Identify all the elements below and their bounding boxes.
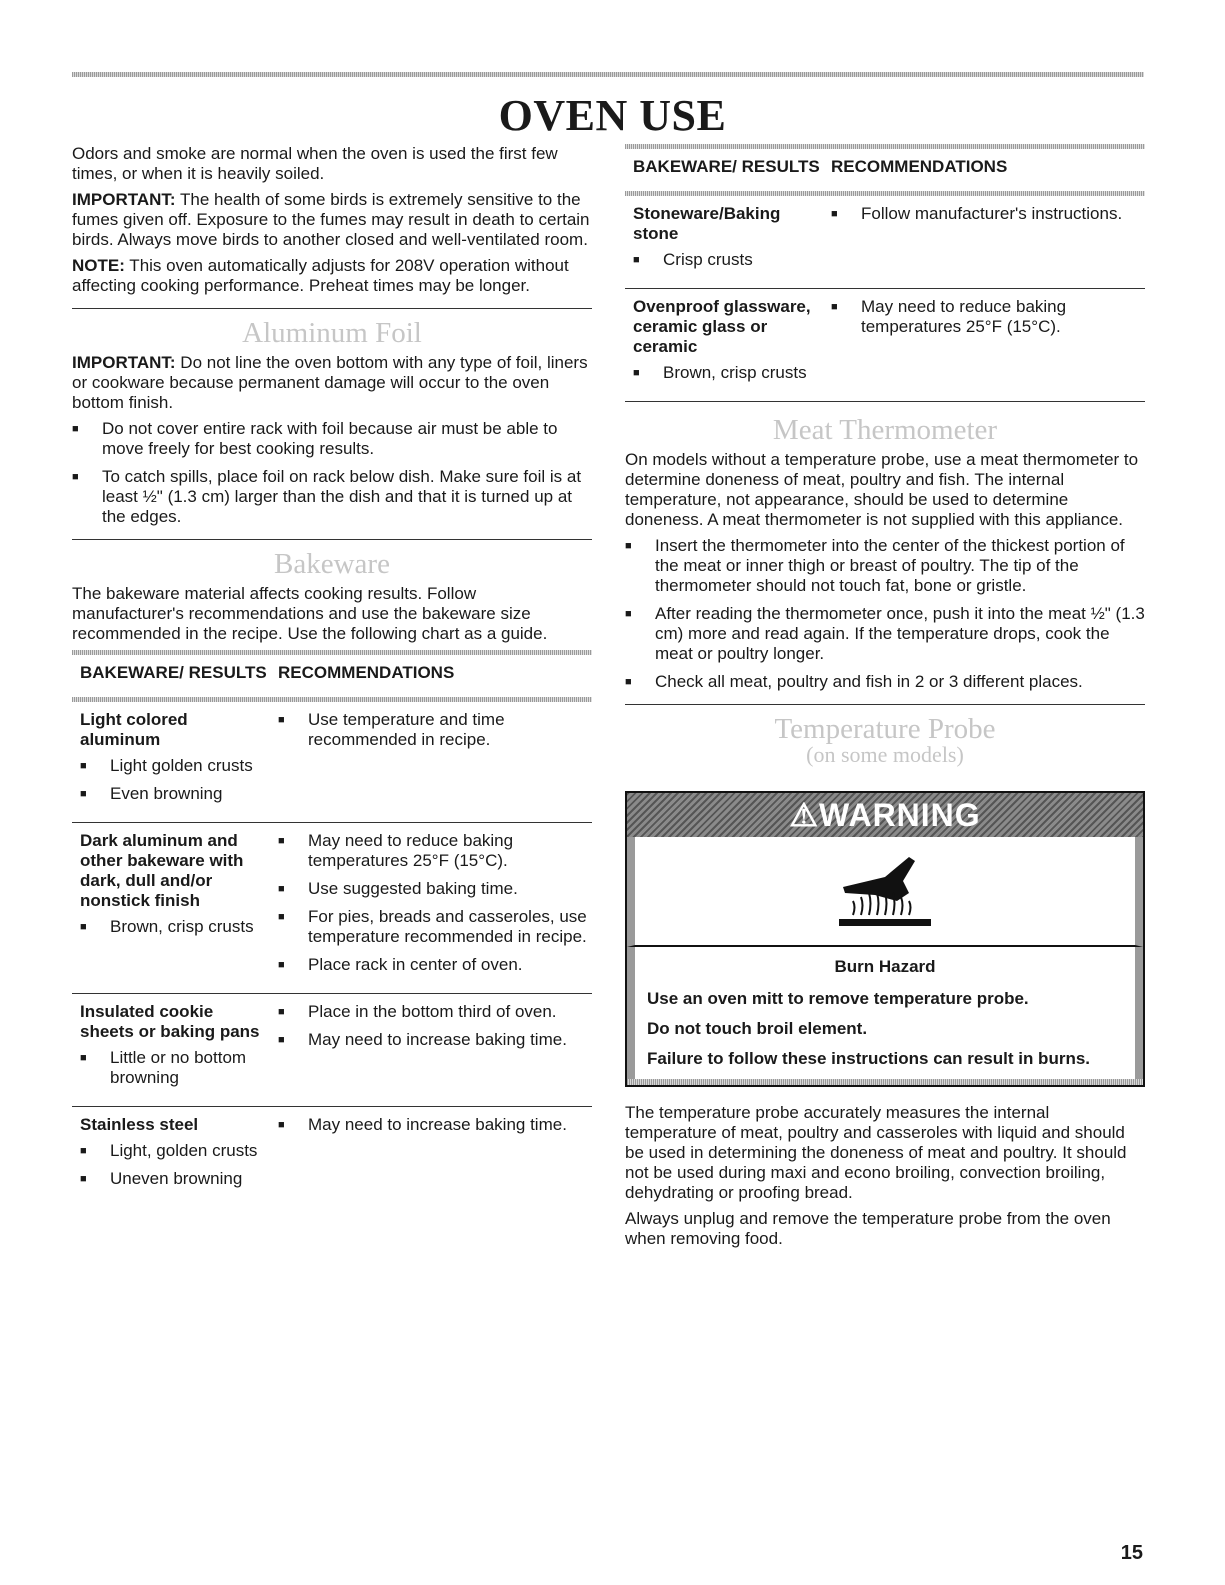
list-item: ■ After reading the thermometer once, push it into the meat ½" (1.3 cm) more and read again. If the temperature drops, cook the meat or poultry longer.	[625, 604, 1145, 664]
bakeware-table	[72, 650, 592, 1207]
burn-hazard-icon	[627, 837, 1143, 947]
probe-paragraph: The temperature probe accurately measures the internal temperature of meat, poultry and casseroles with liquid and should be used in determining the doneness of meat and poultry. It should not be used during maxi and econo broiling, convection broiling, dehydrating or proofing bread.	[625, 1103, 1127, 1202]
foil-list	[72, 419, 592, 527]
list-item: ■ Brown, crisp crusts	[80, 917, 270, 937]
list-item: ■ May need to reduce baking temperatures 25°F (15°C).	[278, 831, 592, 871]
warning-box	[625, 791, 1145, 1087]
list-item: ■ May need to increase baking time.	[278, 1030, 592, 1050]
list-item: ■ Little or no bottom browning	[80, 1048, 270, 1088]
list-item: ■ May need to reduce baking temperatures 25°F (15°C).	[831, 297, 1145, 337]
page-number: 15	[1120, 1542, 1143, 1564]
bakeware-table-continued	[625, 144, 1145, 402]
section-title-aluminum-foil: Aluminum Foil	[242, 317, 422, 349]
table-row: Insulated cookie sheets or baking pans ■ Little or no bottom browning ■ Place in the bottom third of oven. ■ May need to increase baking time.	[72, 994, 592, 1107]
table-header-bakeware: BAKEWARE/ RESULTS	[80, 663, 267, 682]
list-item: ■ Uneven browning	[80, 1169, 270, 1189]
top-rule	[72, 72, 1144, 77]
foil-important: IMPORTANT: Do not line the oven bottom with any type of foil, liners or cookware because permanent damage will occur to the oven bottom finish.	[72, 353, 588, 412]
list-item: ■ For pies, breads and casseroles, use temperature recommended in recipe.	[278, 907, 592, 947]
table-row: Stoneware/Baking stone ■ Crisp crusts ■ Follow manufacturer's instructions.	[625, 196, 1145, 289]
list-item: ■ Place rack in center of oven.	[278, 955, 592, 975]
list-item: ■ Follow manufacturer's instructions.	[831, 204, 1145, 224]
list-item: ■ Crisp crusts	[633, 250, 823, 270]
list-item: ■ Brown, crisp crusts	[633, 363, 823, 383]
left-column	[72, 144, 592, 1207]
list-item: ■ May need to increase baking time.	[278, 1115, 592, 1135]
section-title-bakeware: Bakeware	[274, 548, 390, 580]
intro-important: IMPORTANT: The health of some birds is extremely sensitive to the fumes given off. Exposure to the fumes may result in death to certain birds. Always move birds to another closed and well-ventilated room.	[72, 190, 590, 249]
hazard-title: Burn Hazard	[834, 957, 936, 976]
table-header-bakeware: BAKEWARE/ RESULTS	[633, 157, 820, 176]
meat-intro: On models without a temperature probe, use a meat thermometer to determine doneness of meat, poultry and fish. The internal temperature, not appearance, should be used to determine doneness. A meat thermometer is not supplied with this appliance.	[625, 450, 1139, 529]
intro-paragraph: Odors and smoke are normal when the oven is used the first few times, or when it is heavily soiled.	[72, 144, 558, 183]
section-title-meat-thermometer: Meat Thermometer	[772, 414, 998, 446]
page-title: OVEN USE	[498, 91, 727, 140]
table-header-recommendations: RECOMMENDATIONS	[831, 157, 1008, 176]
list-item: ■ Light, golden crusts	[80, 1141, 270, 1161]
meat-list	[625, 536, 1145, 692]
list-item: ■ To catch spills, place foil on rack below dish. Make sure foil is at least ½" (1.3 cm) larger than the dish and that it is turned up at the edges.	[72, 467, 592, 527]
warning-line: Failure to follow these instructions can result in burns.	[647, 1049, 1091, 1068]
table-row: Dark aluminum and other bakeware with dark, dull and/or nonstick finish ■ Brown, crisp crusts ■ May need to reduce baking temperatures 25°F (15°C). ■ Use suggested baking time. ■ For pies, breads and casseroles, use temperature recommended in recipe. ■ Place rack in center of oven.	[72, 823, 592, 994]
warning-line: Use an oven mitt to remove temperature probe.	[647, 989, 1029, 1008]
probe-paragraph: Always unplug and remove the temperature probe from the oven when removing food.	[625, 1209, 1111, 1248]
list-item: ■ Do not cover entire rack with foil because air must be able to move freely for best cooking results.	[72, 419, 592, 459]
list-item: ■ Light golden crusts	[80, 756, 270, 776]
list-item: ■ Insert the thermometer into the center of the thickest portion of the meat or inner thigh or breast of poultry. The tip of the thermometer should not touch fat, bone or gristle.	[625, 536, 1145, 596]
section-title-temperature-probe: Temperature Probe	[774, 713, 996, 745]
warning-footer	[627, 1079, 1143, 1085]
divider	[625, 704, 1145, 705]
warning-triangle-icon: ⚠	[789, 797, 820, 833]
list-item: ■ Check all meat, poultry and fish in 2 or 3 different places.	[625, 672, 1145, 692]
list-item: ■ Use suggested baking time.	[278, 879, 592, 899]
table-row: Stainless steel ■ Light, golden crusts ■ Uneven browning ■ May need to increase baking time.	[72, 1107, 592, 1208]
divider	[72, 308, 592, 309]
section-subtitle: (on some models)	[806, 742, 964, 767]
warning-line: Do not touch broil element.	[647, 1019, 868, 1038]
list-item: ■ Place in the bottom third of oven.	[278, 1002, 592, 1022]
right-column	[625, 144, 1145, 1255]
divider	[72, 539, 592, 540]
warning-body	[627, 947, 1143, 1079]
list-item: ■ Even browning	[80, 784, 270, 804]
table-row: Ovenproof glassware, ceramic glass or ceramic ■ Brown, crisp crusts ■ May need to reduce baking temperatures 25°F (15°C).	[625, 289, 1145, 402]
intro-note: NOTE: This oven automatically adjusts for 208V operation without affecting cooking performance. Preheat times may be longer.	[72, 256, 569, 295]
warning-header: ⚠WARNING	[627, 793, 1143, 837]
table-header-recommendations: RECOMMENDATIONS	[278, 663, 455, 682]
bakeware-intro: The bakeware material affects cooking results. Follow manufacturer's recommendations and use the bakeware size recommended in the recipe. Use the following chart as a guide.	[72, 584, 548, 643]
table-row: Light colored aluminum ■ Light golden crusts ■ Even browning ■ Use temperature and time recommended in recipe.	[72, 702, 592, 823]
list-item: ■ Use temperature and time recommended in recipe.	[278, 710, 592, 750]
